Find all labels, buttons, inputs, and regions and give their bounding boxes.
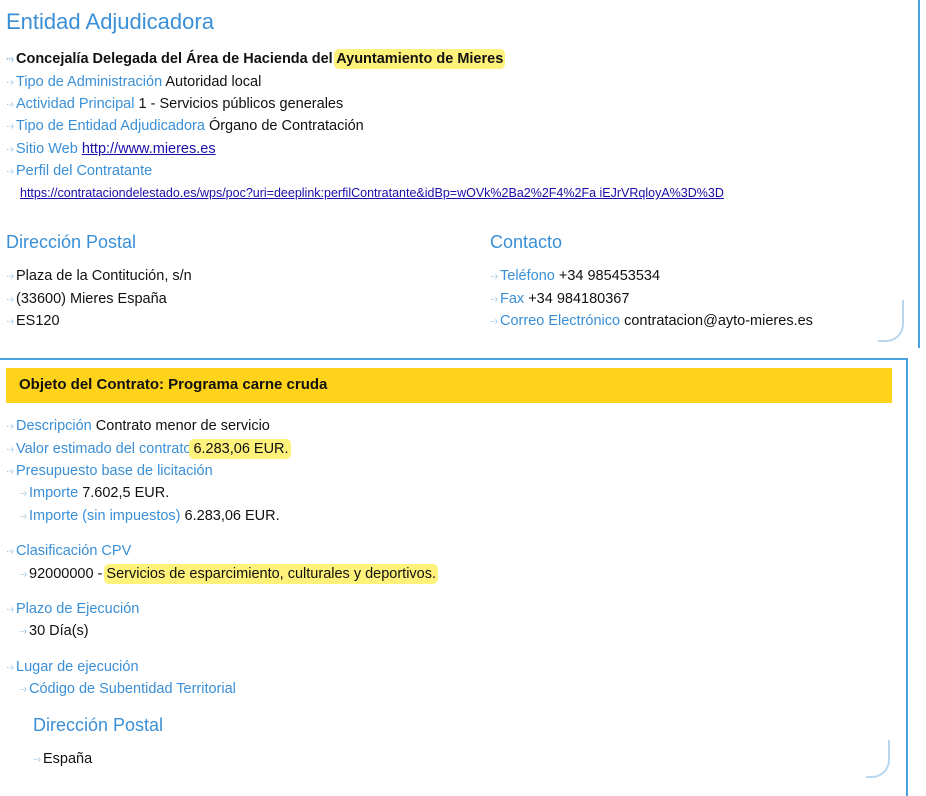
perfil-row [6,163,152,179]
frame-curve-bottom [866,740,890,778]
dotted-arrow-icon: ··› [6,466,13,477]
dotted-arrow-icon: ··› [6,166,13,177]
perfil-label: Perfil del Contratante [16,163,153,179]
presupuesto-label: Presupuesto base de licitación [16,463,213,479]
contacto-title: Contacto [490,232,563,252]
importe-sin-value: 6.283,06 EUR. [184,508,280,524]
direccion-postal-title: Dirección Postal [6,232,137,252]
dotted-arrow-icon: ··› [19,684,26,695]
valor-value: 6.283,06 EUR. [193,441,289,457]
subentidad-row [19,681,236,697]
subentidad-label: Código de Subentidad Territorial [29,681,236,697]
importe-row [19,485,169,501]
importe-sin-row [19,508,280,524]
dotted-arrow-icon: ··› [6,662,13,673]
direccion-line1-row [6,268,192,284]
plazo-value-row [19,623,89,639]
fax-value: +34 984180367 [528,291,630,307]
importe-value: 7.602,5 EUR. [82,485,170,501]
importe-sin-label: Importe (sin impuestos) [29,508,181,524]
dotted-arrow-icon: ··› [6,444,13,455]
cpv-description: Servicios de esparcimiento, culturales y deportivos. [106,566,437,582]
dotted-arrow-icon: ··› [6,604,13,615]
entidad-title: Entidad Adjudicadora [6,9,214,34]
presupuesto-row [6,463,213,479]
sitio-web-link[interactable]: http://www.mieres.es [81,141,216,157]
tipo-entidad-value: Órgano de Contratación [208,118,364,134]
objeto-title: Objeto del Contrato: Programa carne cruda [19,376,328,393]
direccion-line3-row [6,313,60,329]
dotted-arrow-icon: ··› [6,121,13,132]
lugar-row [6,659,139,675]
descripcion-value: Contrato menor de servicio [95,418,270,434]
pais-row [33,751,92,767]
plazo-row [6,601,139,617]
lugar-label: Lugar de ejecución [16,659,139,675]
perfil-link[interactable]: https://contrataciondelestado.es/wps/poc?uri=deeplink:perfilContratante&idBp=wOVk%2Ba2%2F4%2Fa iEJrVRqloyA%3D%3D [20,186,724,200]
direccion-line1: Plaza de la Contitución, s/n [16,268,192,284]
correo-label: Correo Electrónico [500,313,621,329]
dotted-arrow-icon: ··› [490,316,497,327]
organismo-highlight: Ayuntamiento de Mieres [336,51,504,67]
correo-value: contratacion@ayto-mieres.es [624,313,813,329]
actividad-row [6,96,343,112]
actividad-value: 1 - Servicios públicos generales [138,96,344,112]
fax-label: Fax [500,291,525,307]
dotted-arrow-icon: ··› [6,294,13,305]
cpv-row [6,543,131,559]
direccion-line3: ES120 [16,313,60,329]
valor-label: Valor estimado del contrato [16,441,192,457]
tipo-admin-value: Autoridad local [165,74,262,90]
dotted-arrow-icon: ··› [19,488,26,499]
tipo-entidad-label: Tipo de Entidad Adjudicadora [16,118,205,134]
plazo-label: Plazo de Ejecución [16,601,140,617]
valor-row [6,441,289,457]
sitio-web-row [6,141,216,157]
organismo-row [6,51,503,67]
sitio-web-label: Sitio Web [16,141,78,157]
tipo-admin-row [6,74,261,90]
dotted-arrow-icon: ··› [6,99,13,110]
descripcion-label: Descripción [16,418,92,434]
pais-value: España [43,751,93,767]
tipo-entidad-row [6,118,364,134]
dotted-arrow-icon: ··› [6,54,13,65]
frame-right-border-top [918,0,920,348]
fax-row [490,291,629,307]
importe-label: Importe [29,485,79,501]
direccion-line2-row [6,291,167,307]
organismo-prefix: Concejalía Delegada del Área de Hacienda del [16,51,337,67]
dotted-arrow-icon: ··› [6,77,13,88]
dotted-arrow-icon: ··› [6,421,13,432]
cpv-code: 92000000 - [29,566,107,582]
telefono-label: Teléfono [500,268,555,284]
direccion-line2: (33600) Mieres España [16,291,167,307]
dotted-arrow-icon: ··› [19,511,26,522]
dotted-arrow-icon: ··› [6,546,13,557]
dotted-arrow-icon: ··› [490,294,497,305]
telefono-row [490,268,660,284]
tipo-admin-label: Tipo de Administración [16,74,163,90]
dotted-arrow-icon: ··› [6,144,13,155]
objeto-header-bar [6,368,892,403]
frame-right-border-bottom [906,358,908,796]
dotted-arrow-icon: ··› [19,569,26,580]
dotted-arrow-icon: ··› [490,271,497,282]
frame-divider [0,358,908,360]
descripcion-row [6,418,270,434]
frame-curve-top [878,300,904,342]
cpv-value-row [19,566,436,582]
objeto-direccion-postal-title: Dirección Postal [33,715,164,735]
actividad-label: Actividad Principal [16,96,135,112]
dotted-arrow-icon: ··› [19,626,26,637]
plazo-value: 30 Día(s) [29,623,89,639]
correo-row [490,313,813,329]
cpv-label: Clasificación CPV [16,543,132,559]
dotted-arrow-icon: ··› [33,754,40,765]
dotted-arrow-icon: ··› [6,316,13,327]
dotted-arrow-icon: ··› [6,271,13,282]
telefono-value: +34 985453534 [558,268,661,284]
